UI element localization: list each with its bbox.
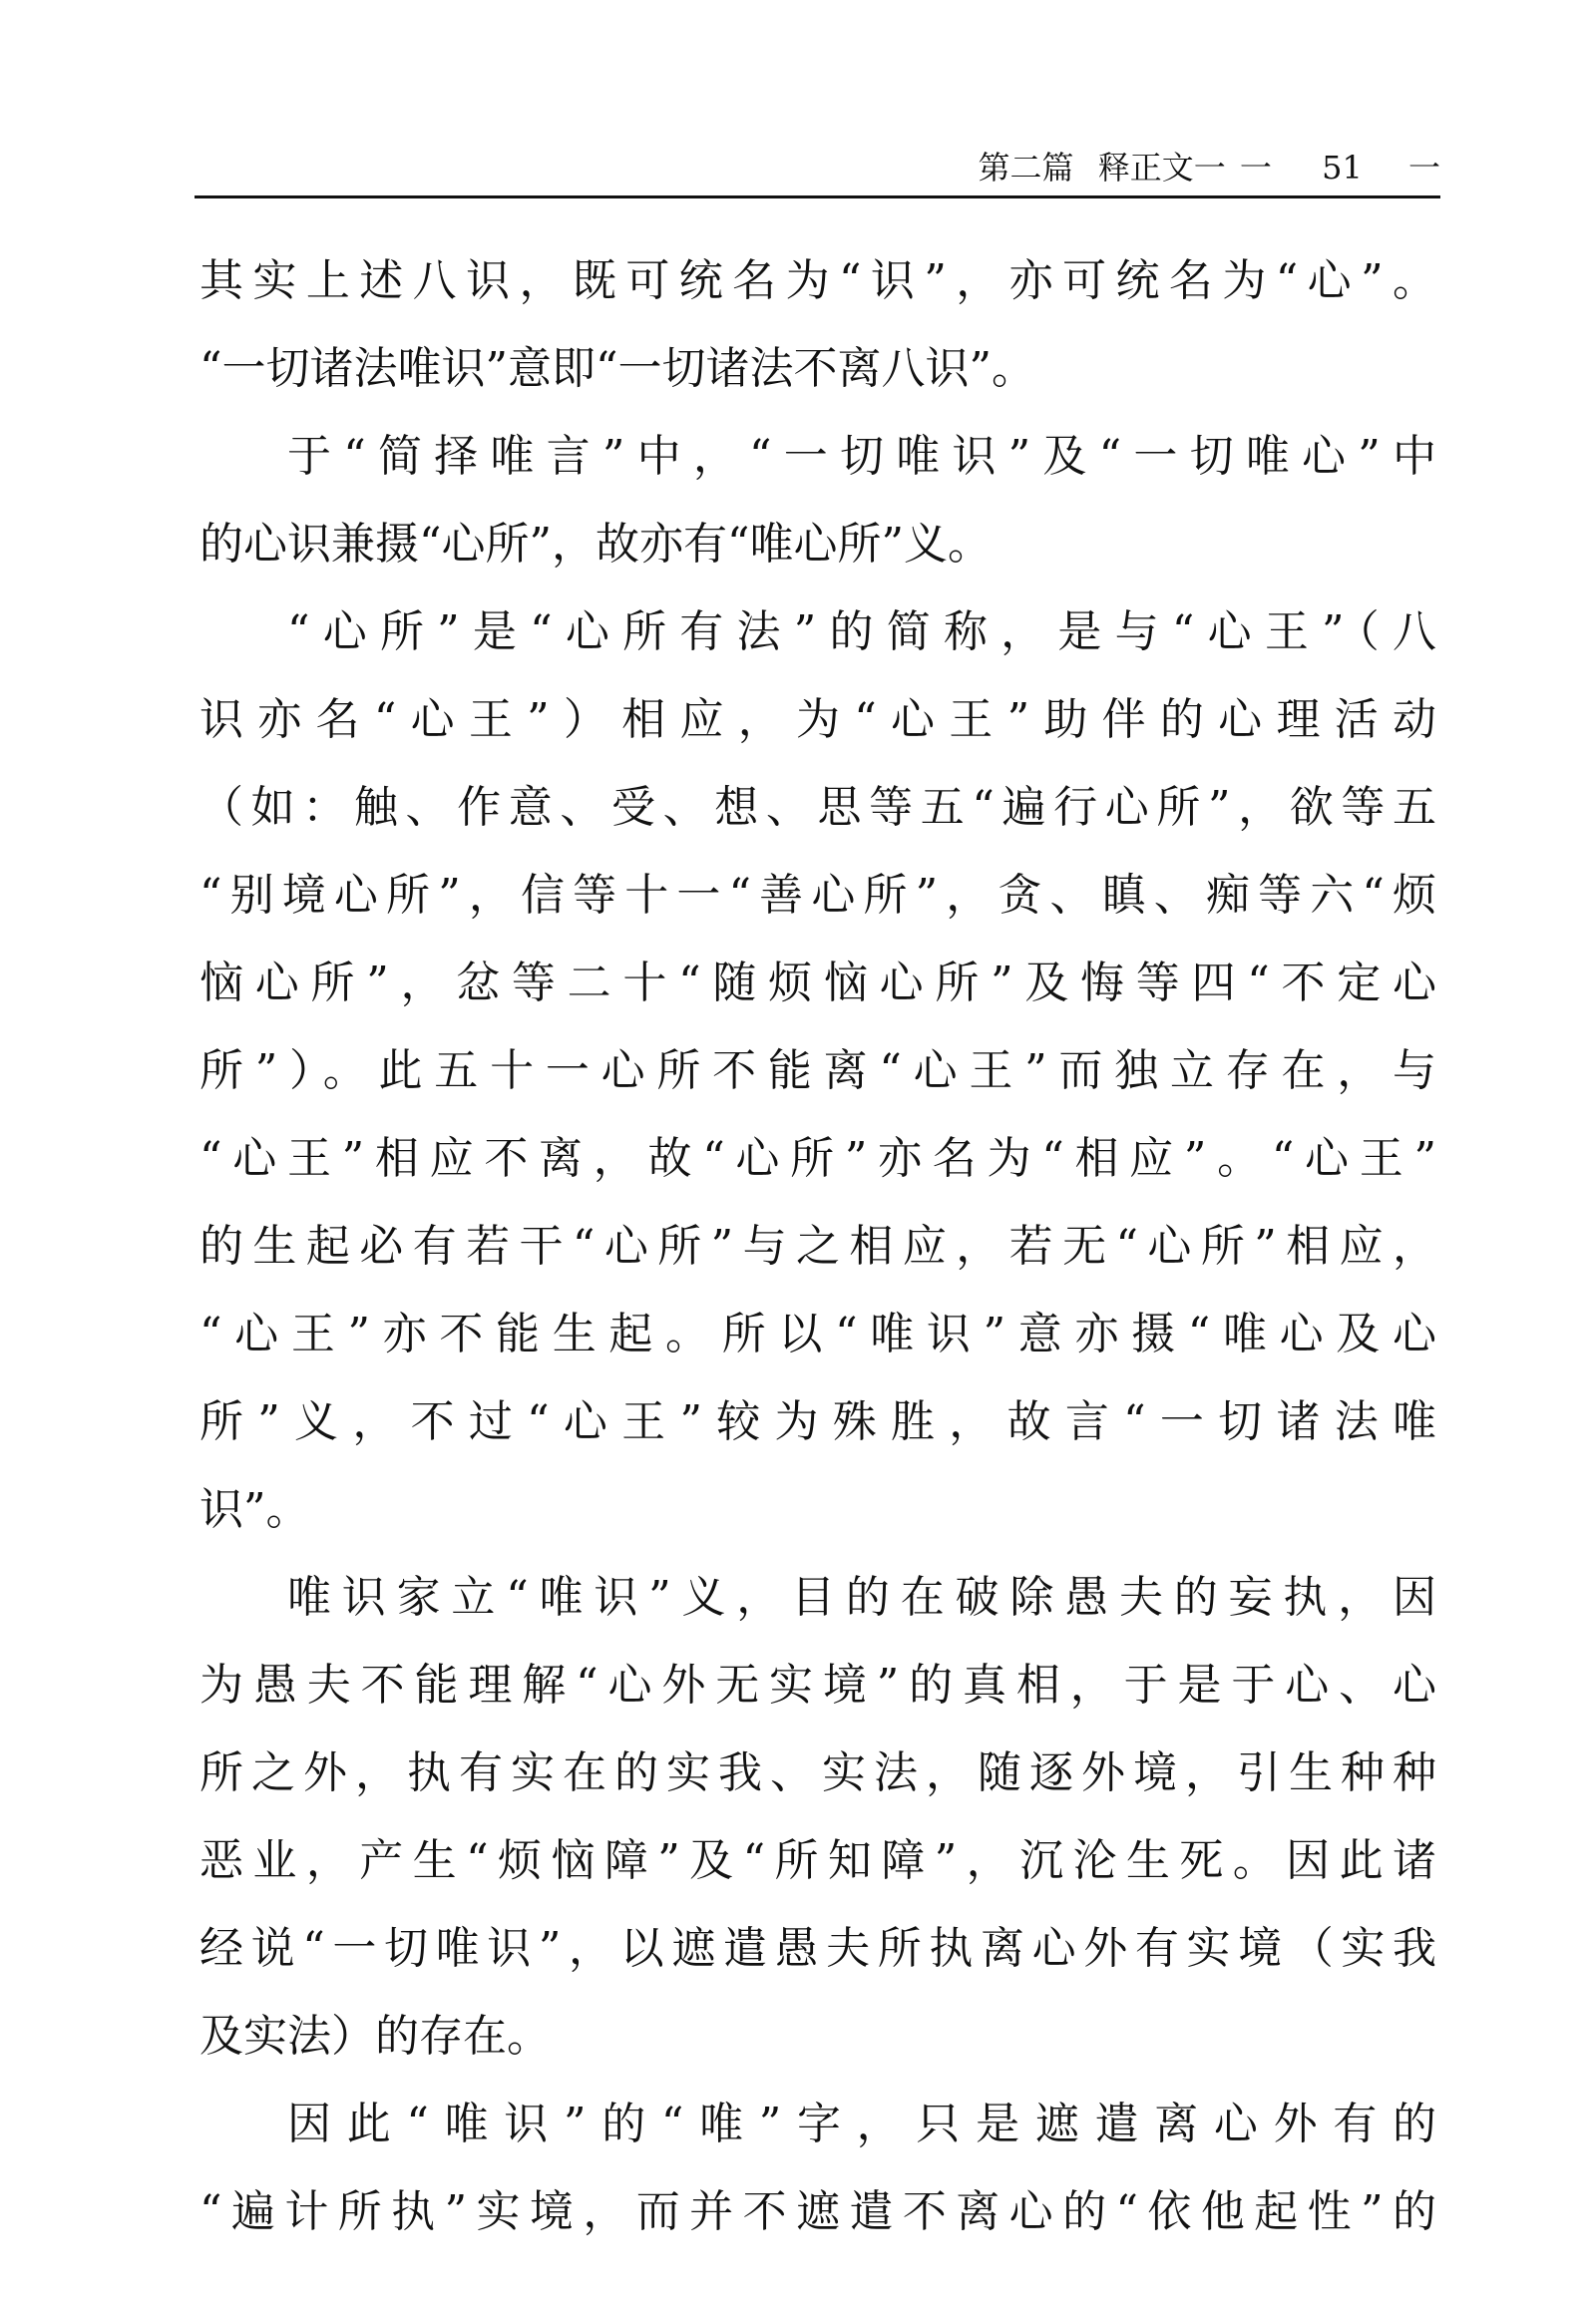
text-line: “别境心所”，信等十一“善心所”，贪、瞋、痴等六“烦: [200, 870, 1436, 921]
text-line: 于“简择唯言”中，“一切唯识”及“一切唯心”中: [287, 431, 1436, 482]
text-line: 为愚夫不能理解“心外无实境”的真相，于是于心、心: [200, 1660, 1436, 1711]
paragraph-3: [200, 588, 1436, 1554]
text-line: 唯识家立“唯识”义，目的在破除愚夫的妄执，因: [287, 1572, 1436, 1623]
text-line: “一切诸法唯识”意即“一切诸法不离八识”。: [200, 343, 1035, 394]
text-line: 及实法）的存在。: [200, 2011, 551, 2062]
header-dash: 一: [1407, 149, 1440, 187]
running-header: [195, 148, 1440, 198]
text-line: 恼心所”，忿等二十“随烦恼心所”及悔等四“不定心: [200, 958, 1436, 1008]
paragraph-1: [200, 237, 1436, 413]
text-line: “心王”相应不离，故“心所”亦名为“相应”。“心王”: [200, 1133, 1436, 1184]
paragraph-2: [200, 413, 1436, 588]
text-line: 恶业，产生“烦恼障”及“所知障”，沉沦生死。因此诸: [200, 1835, 1436, 1886]
text-line: 所之外，执有实在的实我、实法，随逐外境，引生种种: [200, 1747, 1436, 1798]
paragraph-4: [200, 1554, 1436, 2081]
text-line: 的心识兼摄“心所”，故亦有“唯心所”义。: [200, 519, 992, 570]
text-line: 所”义，不过“心王”较为殊胜，故言“一切诸法唯: [200, 1396, 1436, 1447]
text-line: 识”。: [200, 1484, 310, 1535]
header-section: 释正文一: [1097, 149, 1226, 187]
header-chapter: 第二篇: [978, 149, 1074, 187]
text-line: 经说“一切唯识”，以遮遣愚夫所执离心外有实境（实我: [200, 1923, 1436, 1974]
text-line: “遍计所执”实境，而并不遮遣不离心的“依他起性”的: [200, 2186, 1436, 2237]
text-line: 所”）。此五十一心所不能离“心王”而独立存在，与: [200, 1045, 1436, 1096]
text-line: 识亦名“心王”）相应，为“心王”助伴的心理活动: [200, 694, 1436, 745]
text-line: （如：触、作意、受、想、思等五“遍行心所”，欲等五: [200, 782, 1436, 833]
header-dash-left: 一: [1239, 149, 1272, 187]
text-line: 因此“唯识”的“唯”字，只是遮遣离心外有的: [287, 2099, 1436, 2149]
text-line: 其实上述八识，既可统名为“识”，亦可统名为“心”。: [200, 255, 1436, 306]
paragraph-5: [200, 2081, 1436, 2256]
text-line: “心所”是“心所有法”的简称，是与“心王”（八: [287, 606, 1436, 657]
text-line: “心王”亦不能生起。所以“唯识”意亦摄“唯心及心: [200, 1309, 1436, 1359]
text-line: 的生起必有若干“心所”与之相应，若无“心所”相应，: [200, 1221, 1436, 1272]
body-text: [200, 237, 1436, 2256]
page-number: 51: [1322, 149, 1363, 187]
